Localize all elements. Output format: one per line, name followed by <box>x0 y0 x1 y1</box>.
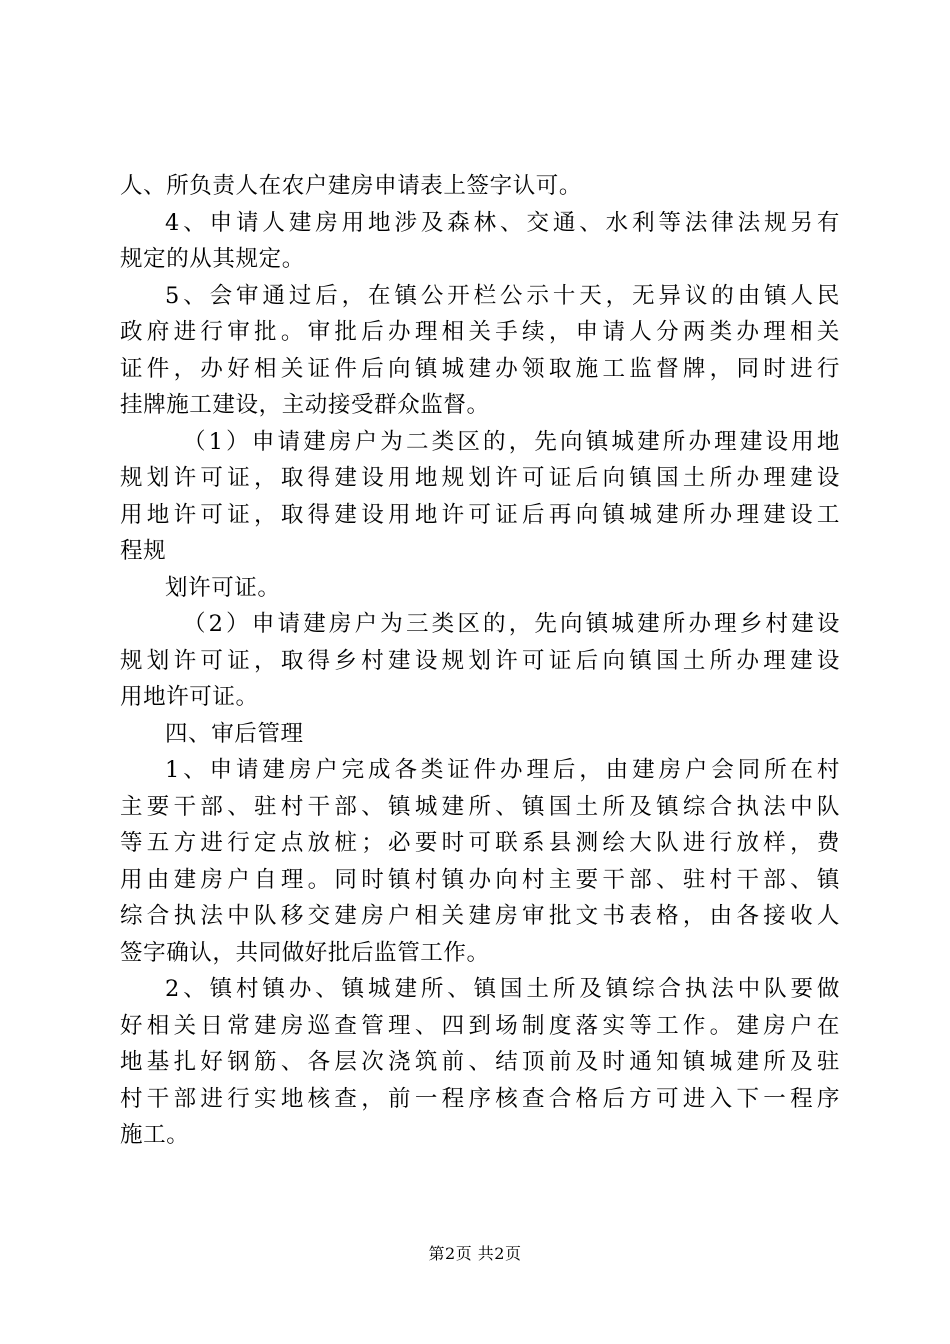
text-line: 主要干部、驻村干部、镇城建所、镇国土所及镇综合执法中队 <box>120 793 840 820</box>
section-heading: 四、审后管理 <box>165 720 304 747</box>
text-line: 5、会审通过后，在镇公开栏公示十天，无异议的由镇人民 <box>165 282 840 309</box>
text-line: 1、申请建房户完成各类证件办理后，由建房户会同所在村 <box>165 757 840 783</box>
text-line: 签字确认，共同做好批后监管工作。 <box>120 939 490 966</box>
text-line: 程规 <box>120 538 167 564</box>
text-line: （1）申请建房户为二类区的，先向镇城建所办理建设用地 <box>183 428 840 455</box>
text-line: 挂牌施工建设，主动接受群众监督。 <box>120 392 490 418</box>
text-line: 证件，办好相关证件后向镇城建办领取施工监督牌，同时进行 <box>120 355 840 382</box>
text-line: 政府进行审批。审批后办理相关手续，申请人分两类办理相关 <box>120 319 840 345</box>
text-line: 好相关日常建房巡查管理、四到场制度落实等工作。建房户在 <box>120 1012 840 1039</box>
text-line: 4、申请人建房用地涉及森林、交通、水利等法律法规另有 <box>165 209 840 236</box>
text-line: （2）申请建房户为三类区的，先向镇城建所办理乡村建设 <box>183 611 840 637</box>
text-line: 综合执法中队移交建房户相关建房审批文书表格，由各接收人 <box>120 903 840 929</box>
text-line: 规划许可证，取得乡村建设规划许可证后向镇国土所办理建设 <box>120 647 840 674</box>
text-line: 人、所负责人在农户建房申请表上签字认可。 <box>120 173 583 199</box>
text-line: 规划许可证，取得建设用地规划许可证后向镇国土所办理建设 <box>120 465 840 491</box>
text-line: 规定的从其规定。 <box>120 246 305 272</box>
text-line: 用由建房户自理。同时镇村镇办向村主要干部、驻村干部、镇 <box>120 866 840 893</box>
text-line: 村干部进行实地核查，前一程序核查合格后方可进入下一程序 <box>120 1085 840 1112</box>
text-line: 等五方进行定点放桩；必要时可联系县测绘大队进行放样，费 <box>120 830 840 856</box>
page-number-footer: 第2页 共2页 <box>428 1244 522 1263</box>
text-line: 划许可证。 <box>165 574 281 601</box>
text-line: 用地许可证，取得建设用地许可证后再向镇城建所办理建设工 <box>120 501 840 528</box>
text-line: 地基扎好钢筋、各层次浇筑前、结顶前及时通知镇城建所及驻 <box>120 1049 840 1075</box>
text-line: 用地许可证。 <box>120 684 259 710</box>
text-line: 2、镇村镇办、镇城建所、镇国土所及镇综合执法中队要做 <box>165 976 840 1002</box>
text-line: 施工。 <box>120 1122 190 1148</box>
document-body <box>120 168 840 1154</box>
